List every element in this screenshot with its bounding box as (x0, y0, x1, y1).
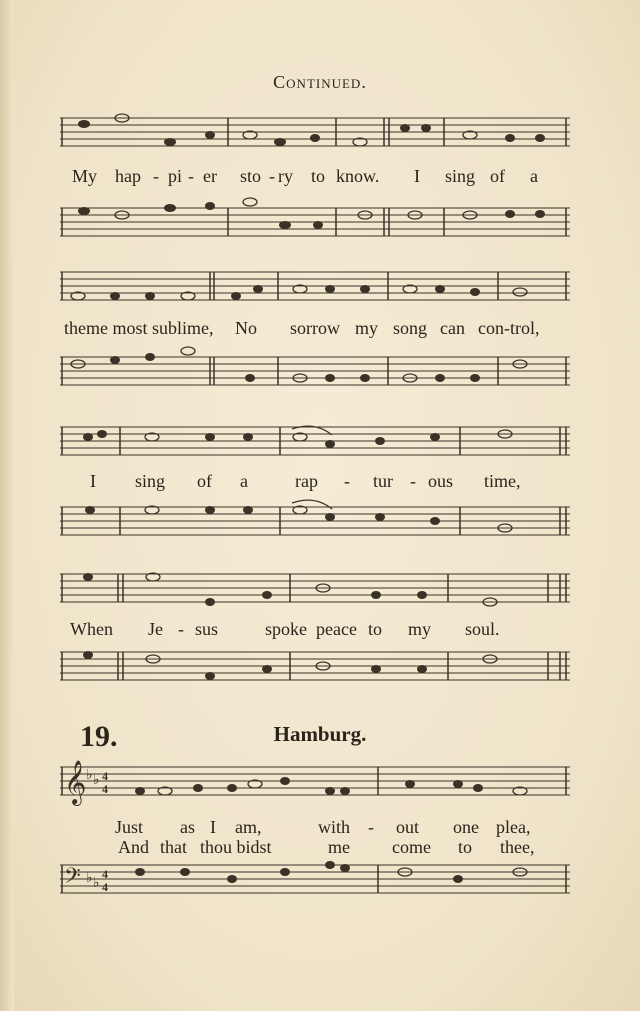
treble-staff (60, 270, 570, 302)
lyric-syllable: me (328, 837, 350, 857)
flat-icon: ♭ (86, 767, 93, 783)
lyric-syllable: My (72, 166, 98, 186)
lyric-syllable: - (344, 471, 350, 491)
bass-staff (60, 863, 570, 895)
time-signature-icon: 4 (102, 880, 108, 894)
lyric-syllable: can (440, 318, 465, 338)
lyric-syllable: I (210, 817, 216, 837)
bass-staff (60, 650, 570, 682)
lyric-syllable: rap (295, 471, 318, 491)
flat-icon: ♭ (93, 772, 100, 788)
lyric-syllable: thou bidst (200, 837, 272, 857)
bass-staff-graphic (60, 863, 570, 895)
lyric-syllable: a (240, 471, 248, 491)
lyric-syllable: No (235, 318, 257, 338)
treble-staff-graphic (60, 760, 570, 804)
flat-icon: ♭ (86, 870, 93, 886)
bass-staff-graphic (60, 206, 570, 238)
bass-staff-graphic (60, 355, 570, 387)
lyric-syllable: When (70, 619, 113, 639)
treble-staff (60, 425, 570, 457)
lyric-syllable: I (90, 471, 96, 491)
lyric-syllable: sing (445, 166, 476, 186)
page-header: Continued. (273, 72, 367, 92)
lyric-syllable: to (458, 837, 473, 857)
lyric-syllable: theme most sublime, (64, 318, 214, 338)
treble-staff-graphic (60, 572, 570, 604)
lyric-syllable: - (269, 166, 275, 186)
treble-clef-icon: 𝄞 (64, 760, 87, 804)
time-signature-icon: 4 (102, 769, 108, 783)
lyric-syllable: my (355, 318, 379, 338)
lyric-syllable: soul. (465, 619, 500, 639)
lyric-syllable: - (178, 619, 184, 639)
treble-staff-graphic (60, 425, 570, 457)
lyric-syllable: peace (316, 619, 357, 639)
bass-staff (60, 505, 570, 537)
lyric-syllable: sus (195, 619, 219, 639)
lyric-syllable: I (414, 166, 420, 186)
flat-icon: ♭ (93, 875, 100, 891)
lyric-syllable: out (396, 817, 420, 837)
time-signature-icon: 4 (102, 867, 108, 881)
lyric-syllable: Je (148, 619, 163, 639)
lyric-syllable: as (180, 817, 195, 837)
lyric-syllable: song (393, 318, 428, 338)
lyric-syllable: know. (336, 166, 380, 186)
lyric-syllable: of (197, 471, 212, 491)
lyric-syllable: my (408, 619, 432, 639)
lyric-syllable: time, (484, 471, 521, 491)
lyric-syllable: am, (235, 817, 262, 837)
lyric-syllable: sing (135, 471, 166, 491)
lyric-syllable: ry (278, 166, 293, 186)
treble-staff (60, 760, 570, 804)
lyric-syllable: con-trol, (478, 318, 540, 338)
bass-clef-icon: 𝄢 (64, 864, 81, 894)
lyric-syllable: hap (115, 166, 141, 186)
lyric-syllable: one (453, 817, 479, 837)
lyric-syllable: a (530, 166, 538, 186)
bass-staff (60, 355, 570, 387)
lyric-syllable: that (160, 837, 187, 857)
hymn-title: Hamburg. (273, 722, 367, 746)
treble-staff-graphic (60, 116, 570, 148)
lyric-syllable: plea, (496, 817, 531, 837)
lyric-syllable: to (311, 166, 326, 186)
lyric-syllable: er (203, 166, 217, 186)
hymn-number: 19. (80, 720, 118, 753)
lyric-syllable: thee, (500, 837, 535, 857)
lyric-syllable: ous (428, 471, 454, 491)
lyric-syllable: with (318, 817, 351, 837)
lyric-syllable: sto (240, 166, 262, 186)
time-signature-icon: 4 (102, 782, 108, 796)
lyric-syllable: - (153, 166, 159, 186)
lyric-syllable: to (368, 619, 383, 639)
lyric-syllable: come (392, 837, 431, 857)
lyric-syllable: Just (115, 817, 144, 837)
bass-staff-graphic (60, 650, 570, 682)
lyric-syllable: - (188, 166, 194, 186)
lyric-syllable: tur (373, 471, 393, 491)
lyric-syllable: of (490, 166, 505, 186)
lyric-syllable: pi (168, 166, 183, 186)
treble-staff (60, 116, 570, 148)
lyric-syllable: And (118, 837, 149, 857)
bass-staff (60, 206, 570, 238)
lyric-syllable: - (368, 817, 374, 837)
bass-staff-graphic (60, 505, 570, 537)
treble-staff (60, 572, 570, 604)
lyric-syllable: sorrow (290, 318, 340, 338)
page-binding-edge (0, 0, 14, 1011)
treble-staff-graphic (60, 270, 570, 302)
lyric-syllable: spoke (265, 619, 307, 639)
lyric-syllable: - (410, 471, 416, 491)
